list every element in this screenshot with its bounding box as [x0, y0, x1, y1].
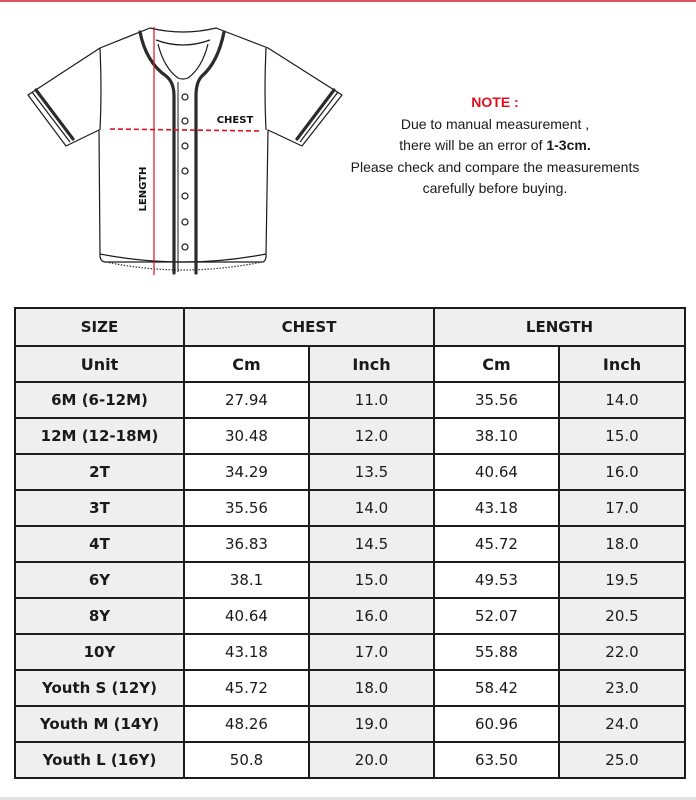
length-cm-cell: 43.18: [434, 490, 559, 526]
chest-cm-cell: 36.83: [184, 526, 309, 562]
table-row: [15, 382, 685, 418]
note-line-4: carefully before buying.: [422, 180, 568, 196]
table-row: [15, 526, 685, 562]
chest-inch-cell: 13.5: [309, 454, 434, 490]
table-row: [15, 562, 685, 598]
note-line-2-text: there will be an error of: [399, 137, 547, 153]
table-row: [15, 706, 685, 742]
chest-cm-cell: 27.94: [184, 382, 309, 418]
chest-cm-cell: 35.56: [184, 490, 309, 526]
chest-cm-cell: 43.18: [184, 634, 309, 670]
table-row: [15, 742, 685, 778]
chest-cm-cell: 48.26: [184, 706, 309, 742]
size-cell: Youth L (16Y): [15, 742, 184, 778]
chest-inch-cell: 19.0: [309, 706, 434, 742]
size-cell: 4T: [15, 526, 184, 562]
table-row: [15, 670, 685, 706]
length-cm-cell: 40.64: [434, 454, 559, 490]
table-group-header-row: [15, 308, 685, 346]
measurement-note: [340, 92, 650, 200]
length-inch-cell: 19.5: [559, 562, 685, 598]
table-row: [15, 634, 685, 670]
table-row: [15, 598, 685, 634]
length-cm-cell: 38.10: [434, 418, 559, 454]
chest-inch-cell: 14.5: [309, 526, 434, 562]
unit-length-inch: Inch: [559, 346, 685, 382]
chest-inch-cell: 18.0: [309, 670, 434, 706]
length-inch-cell: 17.0: [559, 490, 685, 526]
chest-cm-cell: 34.29: [184, 454, 309, 490]
note-title: NOTE :: [471, 94, 519, 110]
size-cell: 12M (12-18M): [15, 418, 184, 454]
size-cell: Youth S (12Y): [15, 670, 184, 706]
chest-cm-cell: 45.72: [184, 670, 309, 706]
length-inch-cell: 16.0: [559, 454, 685, 490]
length-cm-cell: 63.50: [434, 742, 559, 778]
chest-inch-cell: 12.0: [309, 418, 434, 454]
chest-cm-cell: 30.48: [184, 418, 309, 454]
chest-inch-cell: 15.0: [309, 562, 434, 598]
size-cell: 6M (6-12M): [15, 382, 184, 418]
chest-cm-cell: 40.64: [184, 598, 309, 634]
jersey-diagram: [0, 0, 348, 290]
header-length: LENGTH: [434, 308, 685, 346]
table-row: [15, 418, 685, 454]
length-inch-cell: 15.0: [559, 418, 685, 454]
table-row: [15, 490, 685, 526]
length-inch-cell: 24.0: [559, 706, 685, 742]
header-chest: CHEST: [184, 308, 434, 346]
length-inch-cell: 20.5: [559, 598, 685, 634]
table-unit-row: [15, 346, 685, 382]
size-cell: Youth M (14Y): [15, 706, 184, 742]
chest-inch-cell: 16.0: [309, 598, 434, 634]
length-cm-cell: 58.42: [434, 670, 559, 706]
unit-label: Unit: [15, 346, 184, 382]
size-cell: 2T: [15, 454, 184, 490]
chest-cm-cell: 38.1: [184, 562, 309, 598]
length-inch-cell: 23.0: [559, 670, 685, 706]
length-inch-cell: 14.0: [559, 382, 685, 418]
length-cm-cell: 49.53: [434, 562, 559, 598]
length-inch-cell: 22.0: [559, 634, 685, 670]
unit-length-cm: Cm: [434, 346, 559, 382]
length-label: LENGTH: [138, 166, 149, 212]
note-line-2: [340, 135, 650, 157]
size-cell: 10Y: [15, 634, 184, 670]
length-cm-cell: 52.07: [434, 598, 559, 634]
chest-cm-cell: 50.8: [184, 742, 309, 778]
note-line-3: Please check and compare the measurements: [350, 158, 640, 175]
chest-inch-cell: 11.0: [309, 382, 434, 418]
length-inch-cell: 25.0: [559, 742, 685, 778]
size-chart-table: [14, 307, 686, 779]
size-cell: 8Y: [15, 598, 184, 634]
length-cm-cell: 60.96: [434, 706, 559, 742]
length-cm-cell: 45.72: [434, 526, 559, 562]
unit-chest-inch: Inch: [309, 346, 434, 382]
header-size: SIZE: [15, 308, 184, 346]
chest-inch-cell: 14.0: [309, 490, 434, 526]
size-cell: 3T: [15, 490, 184, 526]
note-line-1: Due to manual measurement ,: [400, 115, 590, 132]
unit-chest-cm: Cm: [184, 346, 309, 382]
size-cell: 6Y: [15, 562, 184, 598]
note-error-range: 1-3cm.: [546, 137, 591, 153]
chest-inch-cell: 17.0: [309, 634, 434, 670]
chest-label: CHEST: [216, 115, 254, 126]
length-inch-cell: 18.0: [559, 526, 685, 562]
table-row: [15, 454, 685, 490]
chest-inch-cell: 20.0: [309, 742, 434, 778]
length-cm-cell: 55.88: [434, 634, 559, 670]
length-cm-cell: 35.56: [434, 382, 559, 418]
